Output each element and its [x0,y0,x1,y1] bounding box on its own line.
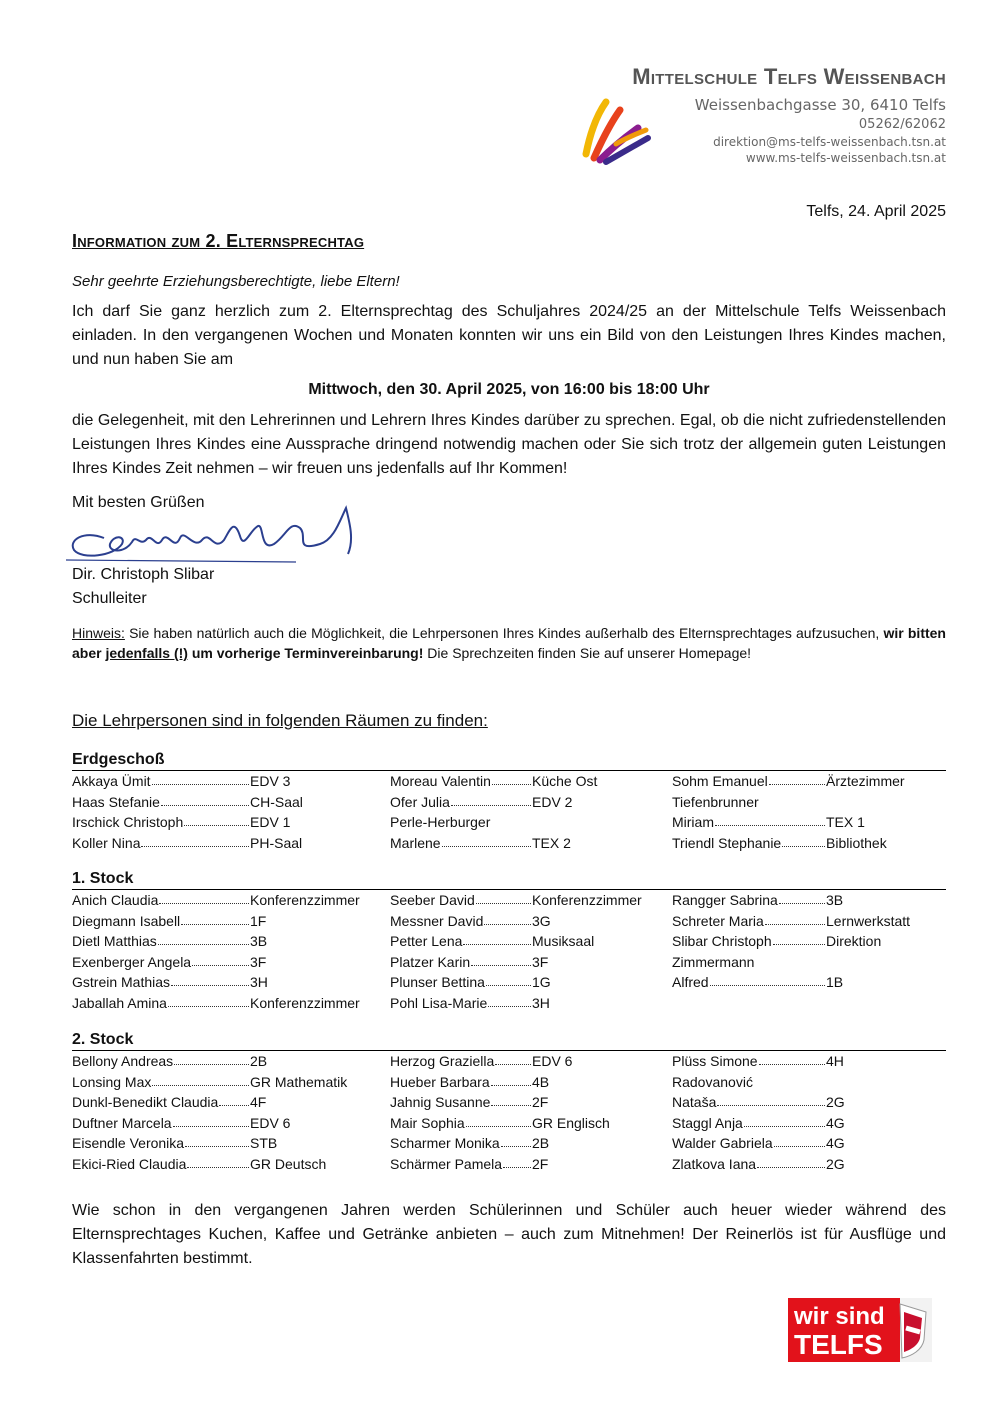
hint-bold-2: um vorherige Terminvereinbarung! [187,645,424,661]
teacher-name: Bellony Andreas [72,1053,174,1069]
school-website: www.ms-telfs-weissenbach.tsn.at [745,151,946,165]
dot-leader [451,792,531,806]
signer-name: Dir. Christoph Slibar [72,566,215,583]
room-name: 3F [250,953,267,970]
teacher-row [390,993,672,1014]
teacher-name: Ofer Julia [390,793,450,810]
teacher-row [672,911,946,932]
dot-leader [501,1133,531,1147]
teacher-name: Eisendle Veronika [72,1135,185,1152]
room-name: 4B [532,1073,550,1090]
teacher-name: Irschick Christoph [72,814,184,831]
teacher-row [390,1113,672,1134]
teacher-row [72,812,390,833]
school-address: Weissenbachgasse 30, 6410 Telfs [694,96,946,114]
dot-leader [503,1154,531,1168]
teacher-row [390,771,672,792]
teacher-name: Schärmer Pamela [390,1155,503,1172]
teacher-row [390,812,672,833]
dot-leader [463,931,531,945]
teacher-row [72,1154,390,1175]
teacher-name: Pohl Lisa-Marie [390,994,488,1011]
dot-leader [181,911,249,925]
teacher-column [390,1051,672,1175]
teacher-name: Akkaya Ümit [72,773,151,789]
teacher-row [672,771,946,792]
teacher-row [390,1133,672,1154]
teacher-name: Messner David [390,912,484,929]
floor-section [72,869,946,1014]
dot-leader [782,833,825,847]
dot-leader [161,792,249,806]
teacher-row [72,931,390,952]
room-name: 1G [532,974,551,991]
teacher-row [72,972,390,993]
dot-leader [466,1113,531,1127]
closing: Mit besten Grüßen [72,494,205,511]
dot-leader [471,952,531,966]
dot-leader [158,931,249,945]
teacher-row [390,1092,672,1113]
room-name: 4G [826,1135,845,1152]
teacher-name: Seeber David [390,892,475,908]
body-paragraph: die Gelegenheit, mit den Lehrerinnen und Lehrern Ihres Kindes darüber zu sprechen. Egal, ob die nicht zufriedenstellenden Leistungen Ihres Kindes eine Aussprache dringend notwendig machen oder Sie sich trotz der allgemein guten Leistungen Ihres Kindes Zeit nehmen – wir freuen uns jedenfalls auf Ihr Kommen! [72,412,946,477]
teacher-row [672,1092,946,1113]
room-name: 2G [826,1155,845,1172]
teacher-name: Ekici-Ried Claudia [72,1155,187,1172]
document-title: Information zum 2. Elternsprechtag [72,231,365,251]
dot-leader [488,993,531,1007]
teacher-name: Platzer Karin [390,953,471,970]
teacher-row [72,890,390,911]
room-name: Konferenzzimmer [250,994,360,1011]
teacher-name: Jahnig Susanne [390,1094,491,1111]
room-name: Ärztezimmer [826,773,905,789]
room-name: 1B [826,974,844,991]
teacher-row [390,1072,672,1093]
hint-text-2: Die Sprechzeiten finden Sie auf unserer Homepage! [423,645,752,661]
dot-leader [769,771,825,785]
teacher-row [672,952,946,973]
teacher-name: Walder Gabriela [672,1135,773,1152]
teacher-column [72,890,390,1014]
room-name: 3G [532,912,551,929]
dot-leader [495,1051,531,1065]
floor-heading: Erdgeschoß [72,750,946,771]
room-name: Lernwerkstatt [826,912,911,929]
teacher-name: Diegmann Isabell [72,912,181,929]
teacher-row [672,1051,946,1072]
teacher-column [390,771,672,853]
teacher-row [72,1092,390,1113]
teacher-row [72,833,390,854]
event-time: Mittwoch, den 30. April 2025, von 16:00 bis 18:00 Uhr [308,381,710,398]
badge-line-1: wir sind [794,1303,885,1330]
room-name: 3H [532,994,550,1011]
teacher-row [390,792,672,813]
teacher-name: Duftner Marcela [72,1114,172,1131]
teacher-name: Plüss Simone [672,1053,758,1069]
teacher-name: Slibar Christoph [672,933,772,950]
dot-leader [187,1154,249,1168]
hint-bold-1: wir bitten aber [72,625,946,661]
room-name: TEX 1 [826,814,865,831]
intro-paragraph: Ich darf Sie ganz herzlich zum 2. Elternsprechtag des Schuljahres 2024/25 an der Mittelschule Telfs Weissenbach einladen. In den vergangenen Wochen und Monaten konnten wir uns ein Bild von den Leistungen Ihres Kindes machen, und nun haben Sie am [72,303,946,368]
dot-leader [755,952,825,966]
teacher-name: Plunser Bettina [390,974,485,991]
teacher-name: Staggl Anja [672,1114,743,1131]
dot-leader [779,890,825,904]
teacher-row [72,1113,390,1134]
teacher-name: Dunkl-Benedikt Claudia [72,1094,219,1111]
dot-leader [715,812,825,826]
hint-text-1: Sie haben natürlich auch die Möglichkeit, die Lehrpersonen Ihres Kindes außerhalb des Elternsprechtages aufzusuchen, [124,625,884,641]
dot-leader [717,1092,825,1106]
teacher-row [72,911,390,932]
school-logo [576,94,656,168]
dot-leader [168,993,249,1007]
closing-paragraph: Wie schon in den vergangenen Jahren werden Schülerinnen und Schüler auch heuer wieder während des Elternsprechtages Kuchen, Kaffee und Getränke anbieten – auch zum Mitnehmen! Der Reinerlös ist für Ausflüge und Klassenfahrten bestimmt. [72,1202,946,1267]
dot-leader [773,931,825,945]
school-email: direktion@ms-telfs-weissenbach.tsn.at [713,135,946,149]
room-name: Konferenzzimmer [532,892,642,908]
teacher-name: Tiefenbrunner [672,793,759,810]
dot-leader [174,1051,249,1065]
room-name: GR Englisch [532,1114,610,1131]
teacher-row [390,1154,672,1175]
teacher-name: Haas Stefanie [72,793,160,810]
dot-leader [759,1051,825,1065]
teacher-name: Gstrein Mathias [72,974,171,991]
teacher-row [672,972,946,993]
room-name: EDV 3 [250,773,291,789]
room-name: 4G [826,1114,845,1131]
wir-sind-telfs-badge [788,1298,932,1362]
room-name: PH-Saal [250,834,303,851]
school-phone: 05262/62062 [858,117,946,132]
dot-leader [159,890,249,904]
hint-note [72,623,946,663]
teacher-name: Anich Claudia [72,892,159,908]
room-name: STB [250,1135,278,1152]
teacher-column [672,890,946,1014]
floor-heading: 1. Stock [72,869,946,890]
hint-label: Hinweis: [72,625,125,641]
teacher-name: Perle-Herburger [390,814,491,831]
dot-leader [192,952,249,966]
teacher-name: Moreau Valentin [390,773,491,789]
room-name: 2F [532,1094,549,1111]
teacher-name: Herzog Graziella [390,1053,495,1069]
room-name: 4H [826,1053,844,1069]
teacher-row [672,931,946,952]
room-name: GR Deutsch [250,1155,327,1172]
room-name: 2F [532,1155,549,1172]
room-name: Direktion [826,933,882,950]
teacher-name: Triendl Stephanie [672,834,782,851]
teacher-name: Zimmermann [672,953,755,970]
teacher-row [390,911,672,932]
room-name: Musiksaal [532,933,595,950]
floor-section [72,750,946,853]
teacher-row [672,1072,946,1093]
dot-leader [152,1072,249,1086]
room-name: 2G [826,1094,845,1111]
teacher-row [390,952,672,973]
teacher-row [672,1113,946,1134]
teacher-row [72,1133,390,1154]
room-name: 3B [250,933,268,950]
dot-leader [185,1133,249,1147]
teacher-name: Radovanović [672,1073,753,1090]
teacher-name: Zlatkova Iana [672,1155,757,1172]
rooms-heading: Die Lehrpersonen sind in folgenden Räumen zu finden: [72,711,488,730]
teacher-name: Alfred [672,974,709,991]
signer-role: Schulleiter [72,590,147,607]
teacher-column [672,1051,946,1175]
dot-leader [492,771,531,785]
room-name: GR Mathematik [250,1073,348,1090]
room-name: EDV 2 [532,793,573,810]
teacher-row [672,890,946,911]
dot-leader [760,792,825,806]
teacher-row [72,771,390,792]
teacher-row [390,931,672,952]
teacher-name: Exenberger Angela [72,953,192,970]
teacher-name: Jaballah Amina [72,994,167,1011]
teacher-row [672,812,946,833]
teacher-row [390,972,672,993]
letter-date: Telfs, 24. April 2025 [806,203,946,220]
room-name: CH-Saal [250,793,303,810]
teacher-name: Miriam [672,814,714,831]
teacher-name: Koller Nina [72,834,141,851]
teacher-name: Lonsing Max [72,1073,152,1090]
teacher-column [72,771,390,853]
room-name: Küche Ost [532,773,598,789]
room-name: 3B [826,892,844,908]
room-name: 3H [250,974,268,991]
dot-leader [171,972,249,986]
teacher-name: Scharmer Monika [390,1135,500,1152]
dot-leader [754,1072,825,1086]
dot-leader [152,771,249,785]
dot-leader [491,1092,531,1106]
room-name: Konferenzzimmer [250,892,360,908]
dot-leader [141,833,249,847]
room-name: EDV 6 [532,1053,573,1069]
room-name: TEX 2 [532,834,571,851]
dot-leader [476,890,531,904]
teacher-row [72,952,390,973]
dot-leader [765,911,825,925]
teacher-name: Marlene [390,834,441,851]
teacher-row [72,1072,390,1093]
room-name: 4F [250,1094,267,1111]
hint-bold-underline: jedenfalls (!) [105,645,188,661]
teacher-row [672,1133,946,1154]
school-name: Mittelschule Telfs Weissenbach [632,64,946,89]
salutation: Sehr geehrte Erziehungsberechtigte, liebe Eltern! [72,273,400,290]
teacher-row [390,1051,672,1072]
dot-leader [442,833,531,847]
teacher-column [72,1051,390,1175]
dot-leader [744,1113,825,1127]
teacher-name: Rangger Sabrina [672,892,778,908]
floor-section [72,1030,946,1175]
teacher-name: Nataša [672,1094,717,1111]
teacher-column [390,890,672,1014]
room-name: 2B [250,1053,268,1069]
dot-leader [173,1113,249,1127]
room-name: EDV 1 [250,814,291,831]
room-name: EDV 6 [250,1114,291,1131]
teacher-row [72,792,390,813]
teacher-name: Mair Sophia [390,1114,465,1131]
dot-leader [486,972,531,986]
teacher-row [72,1051,390,1072]
teacher-name: Sohm Emanuel [672,773,768,789]
floor-heading: 2. Stock [72,1030,946,1051]
dot-leader [491,812,531,826]
dot-leader [710,972,825,986]
room-name: 1F [250,912,267,929]
teacher-row [390,833,672,854]
dot-leader [757,1154,825,1168]
teacher-name: Petter Lena [390,933,463,950]
room-name: 3F [532,953,549,970]
teacher-column [672,771,946,853]
teacher-row [390,890,672,911]
room-name: 2B [532,1135,550,1152]
teacher-row [672,1154,946,1175]
room-name: Bibliothek [826,834,887,851]
teacher-name: Dietl Matthias [72,933,157,950]
teacher-name: Schreter Maria [672,912,764,929]
teacher-row [672,833,946,854]
dot-leader [484,911,531,925]
teacher-row [72,993,390,1014]
dot-leader [491,1072,531,1086]
dot-leader [184,812,249,826]
dot-leader [774,1133,825,1147]
teacher-name: Hueber Barbara [390,1073,490,1090]
badge-line-2: TELFS [794,1329,883,1360]
dot-leader [219,1092,249,1106]
teacher-row [672,792,946,813]
